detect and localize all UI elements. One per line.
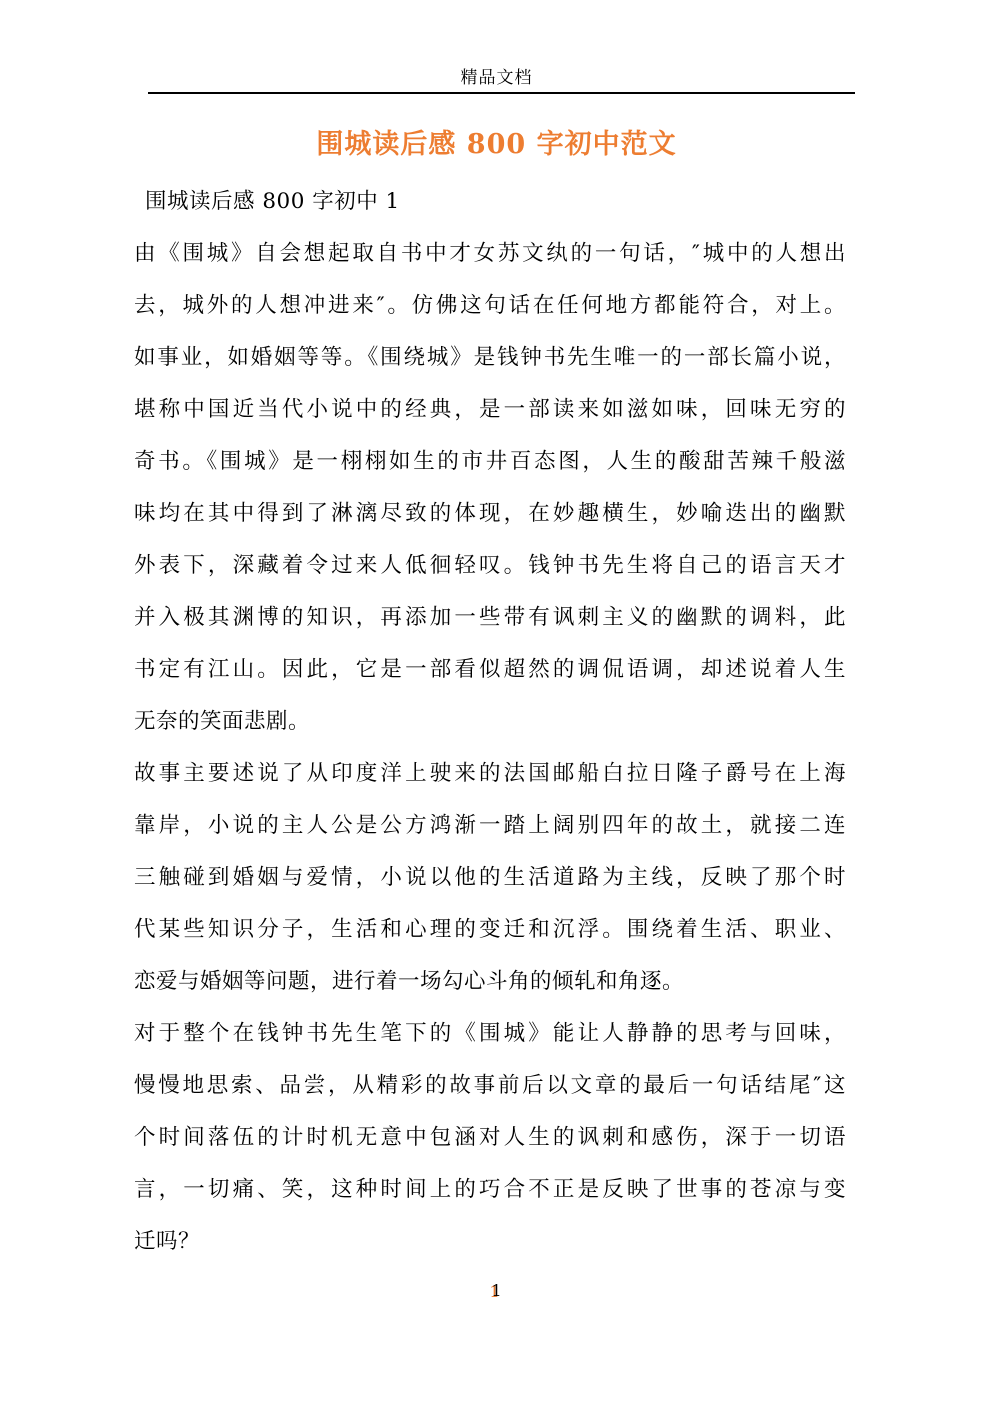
text-line: 恋爱与婚姻等问题，进行着一场勾心斗角的倾轧和角逐。 [134, 969, 685, 994]
text-line: 并入极其渊博的知识，再添加一些带有讽刺主义的幽默的调料，此 [134, 605, 846, 630]
text-line: 言，一切痛、笑，这种时间上的巧合不正是反映了世事的苍凉与变 [134, 1177, 846, 1202]
document-body [134, 176, 846, 1268]
text-line: 三触碰到婚姻与爱情，小说以他的生活道路为主线，反映了那个时 [134, 865, 846, 890]
text-line: 由《围城》自会想起取自书中才女苏文纨的一句话，″城中的人想出 [134, 241, 846, 266]
header-divider [148, 92, 855, 94]
text-line: 外表下，深藏着令过来人低徊轻叹。钱钟书先生将自己的语言天才 [134, 553, 846, 578]
text-line: 如事业，如婚姻等等。《围绕城》是钱钟书先生唯一的一部长篇小说， [134, 345, 846, 370]
text-line: 奇书。《围城》是一栩栩如生的市井百态图，人生的酸甜苦辣千般滋 [134, 449, 846, 474]
page-title: 围城读后感 800 字初中范文 [316, 129, 677, 160]
text-line: 无奈的笑面悲剧。 [134, 709, 311, 734]
text-line: 对于整个在钱钟书先生笔下的《围城》能让人静静的思考与回味， [134, 1021, 846, 1046]
header-label: 精品文档 [460, 68, 533, 88]
text-line: 堪称中国近当代小说中的经典，是一部读来如滋如味，回味无穷的 [134, 397, 846, 422]
subtitle: 围城读后感 800 字初中 1 [145, 189, 400, 214]
text-line: 慢慢地思索、品尝，从精彩的故事前后以文章的最后一句话结尾″这 [134, 1073, 846, 1098]
text-line: 味均在其中得到了淋漓尽致的体现，在妙趣横生，妙喻迭出的幽默 [134, 501, 846, 526]
text-line: 故事主要述说了从印度洋上驶来的法国邮船白拉日隆子爵号在上海 [134, 761, 846, 786]
text-line: 个时间落伍的计时机无意中包涵对人生的讽刺和感伤，深于一切语 [134, 1125, 846, 1150]
text-line: 靠岸，小说的主人公是公方鸿渐一踏上阔别四年的故土，就接二连 [134, 813, 846, 838]
text-line: 去，城外的人想冲进来″。仿佛这句话在任何地方都能符合，对上。 [134, 293, 846, 318]
text-line: 代某些知识分子，生活和心理的变迁和沉浮。围绕着生活、职业、 [134, 917, 846, 942]
page-number: 1 [491, 1281, 502, 1300]
text-line: 迁吗？ [134, 1229, 201, 1254]
text-line: 书定有江山。因此，它是一部看似超然的调侃语调，却述说着人生 [134, 657, 846, 682]
